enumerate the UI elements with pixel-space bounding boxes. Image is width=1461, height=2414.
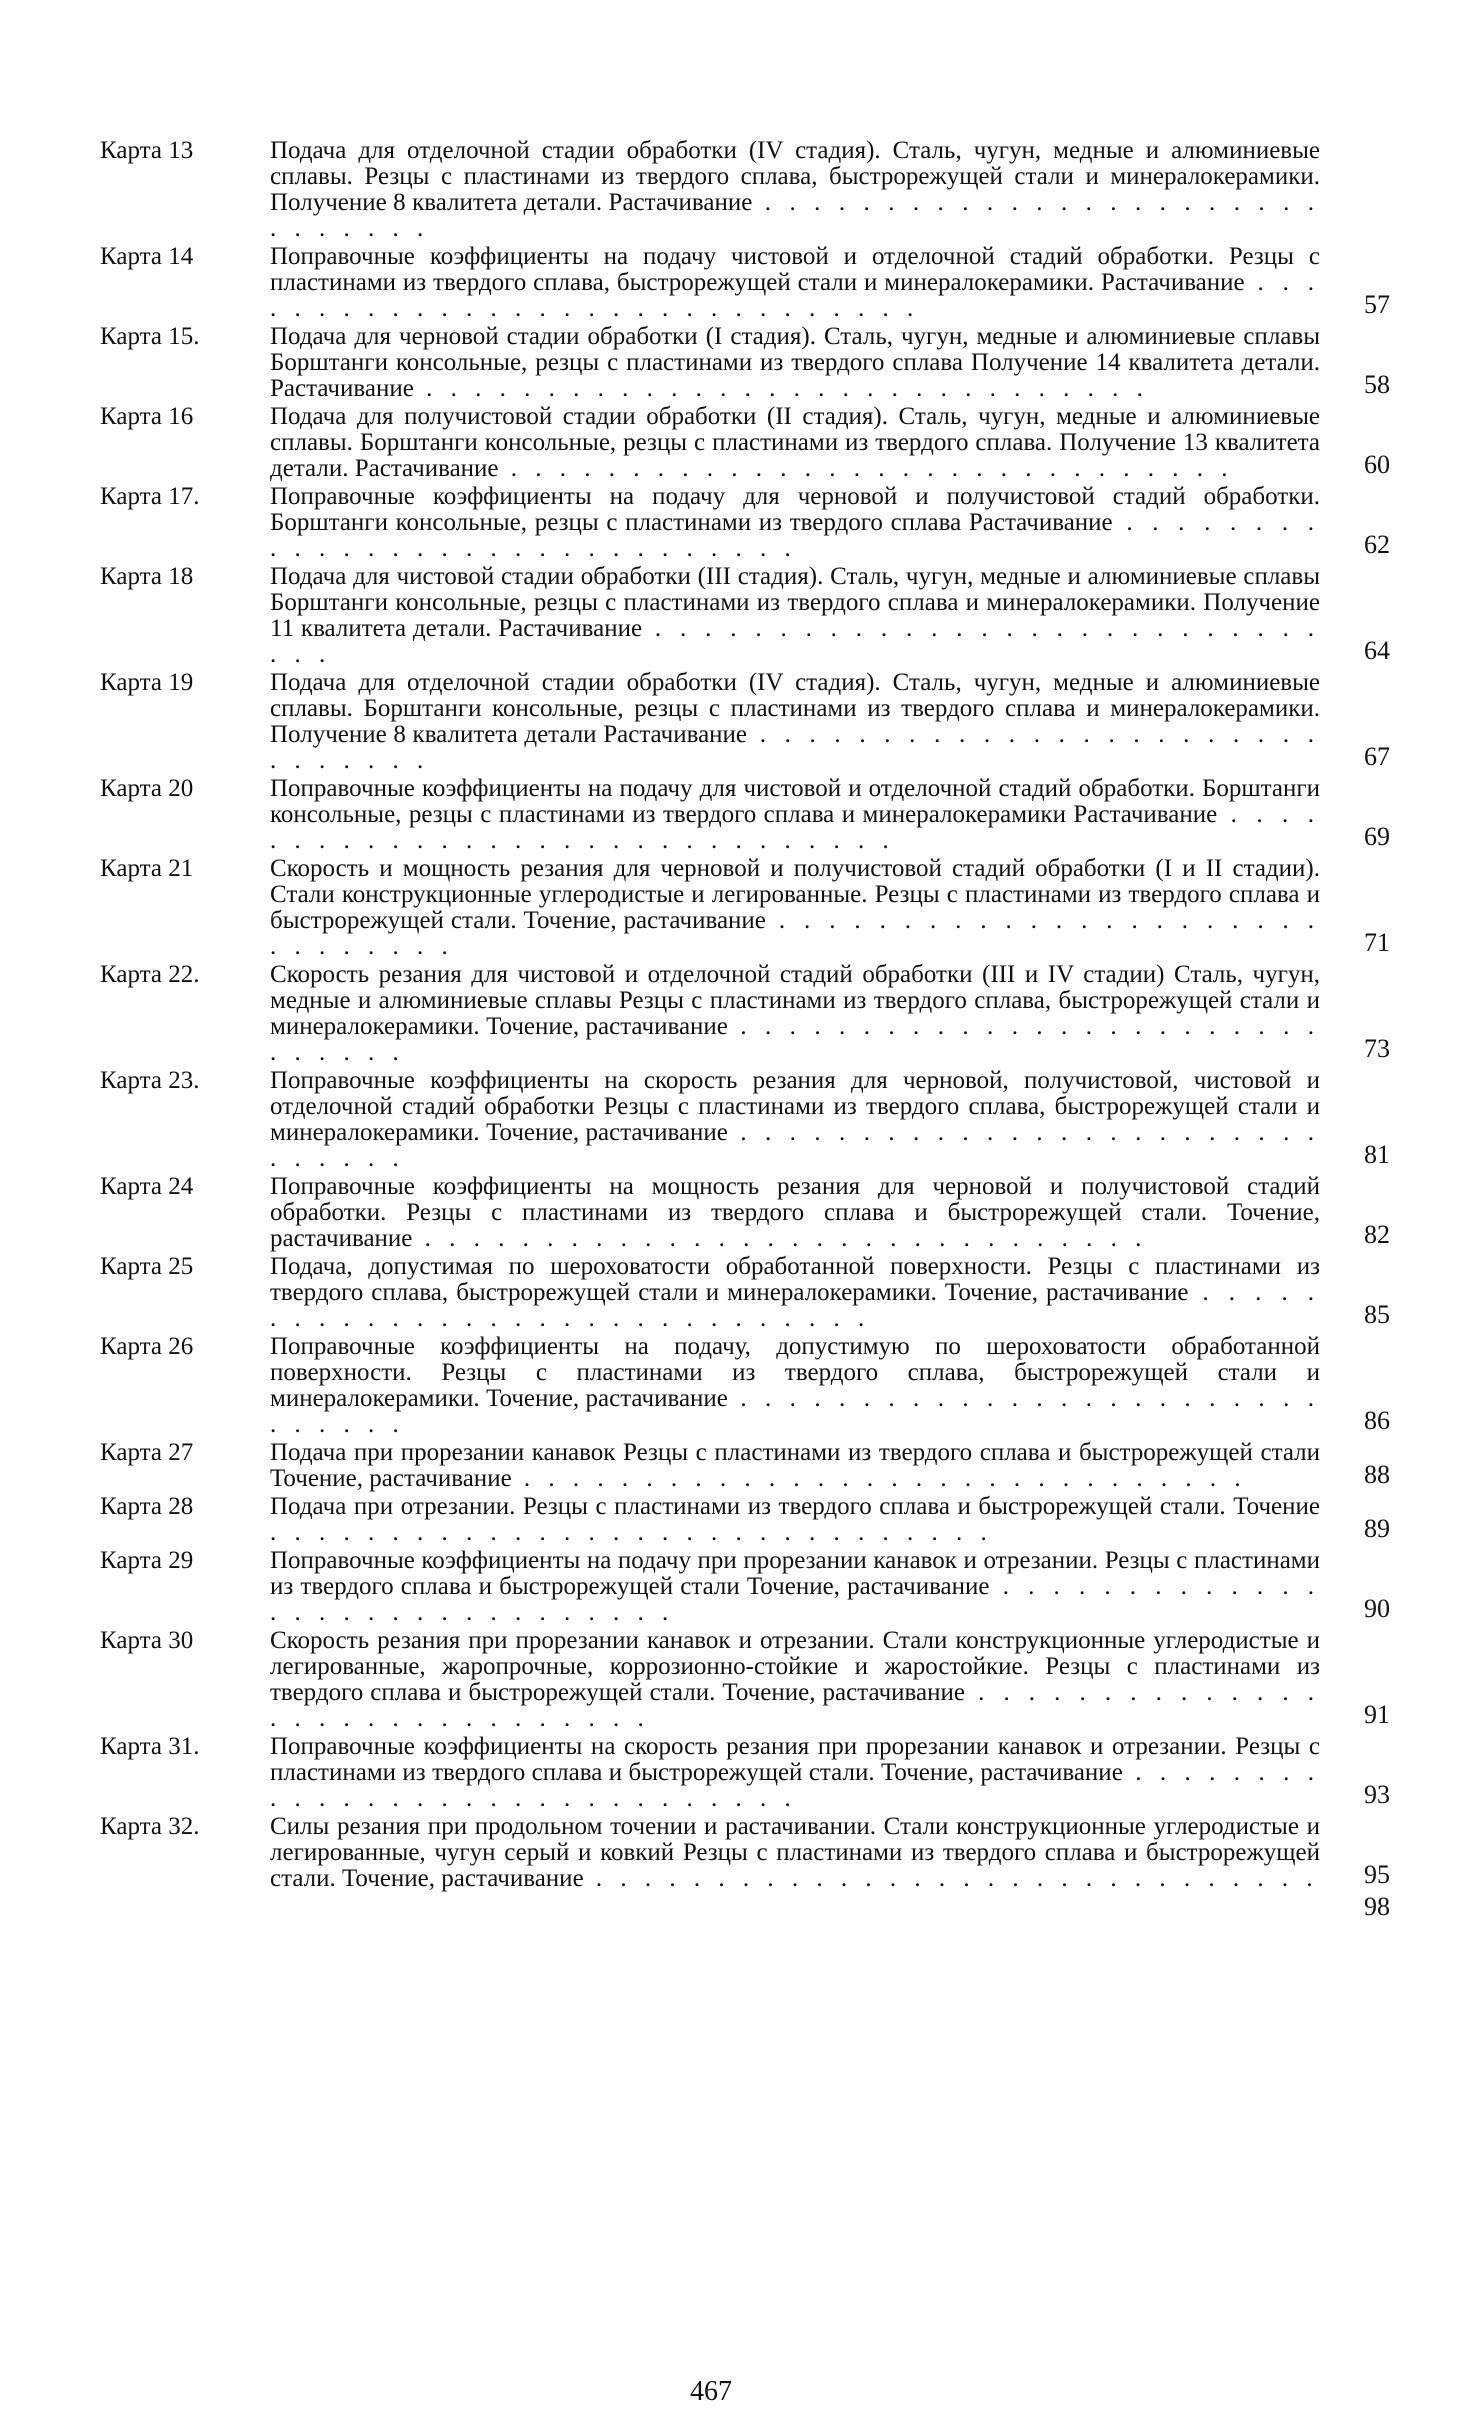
entry-text: Подача для отделочной стадии обработки (IV стадия). Сталь, чугун, медные и алюминиевые сплавы. Резцы с пластинами из твердого сплава, быстрорежущей стали и минералокерамики. Получение 8 квалитета детали. Растачивание . . . — [270, 138, 1320, 242]
toc-entry — [100, 776, 1400, 854]
entry-label: Карта 32. — [100, 1813, 200, 1840]
entry-page: 93 — [1364, 1780, 1390, 1809]
entry-label: Карта 13 — [100, 137, 194, 164]
entry-page: 98 — [1364, 1892, 1390, 1921]
entry-text: Скорость и мощность резания для черновой и получистовой стадий обработки (I и II стадии). Стали конструкционные углеродистые и легированные. Резцы с пластинами из твердого сплава и быстрорежущей стали. Точение, растачивание . . . — [270, 856, 1320, 960]
entry-label: Карта 15. — [100, 323, 200, 350]
entry-text: Скорость резания при прорезании канавок и отрезании. Стали конструкционные углеродистые и легированные, жаропрочные, коррозионно-стойкие и жаростойкие. Резцы с пластинами из твердого сплава и быстрорежущей стали. Точение, растачивание . . . — [270, 1628, 1320, 1732]
entry-page: 82 — [1364, 1220, 1390, 1249]
entry-text: Подача для чистовой стадии обработки (III стадия). Сталь, чугун, медные и алюминиевые сплавы Борштанги консольные, резцы с пластинами из твердого сплава и минералокерамики. Получение 11 квалитета детали. Растачивание . . . — [270, 564, 1320, 668]
entry-text: Подача, допустимая по шероховатости обработанной поверхности. Резцы с пластинами из твердого сплава, быстрорежущей стали и минералокерамики. Точение, растачивание . . . — [270, 1254, 1320, 1332]
entry-page: 95 — [1364, 1860, 1390, 1889]
entry-label: Карта 14 — [100, 243, 194, 270]
entry-page: 58 — [1364, 370, 1390, 399]
entry-page: 57 — [1364, 290, 1390, 319]
entry-page: 90 — [1364, 1594, 1390, 1623]
toc-entry — [100, 1440, 1400, 1492]
toc-entry — [100, 1334, 1400, 1438]
entry-text: Подача при прорезании канавок Резцы с пластинами из твердого сплава и быстрорежущей стали Точение, растачивание . . . — [270, 1440, 1320, 1492]
entry-page: 89 — [1364, 1514, 1390, 1543]
entry-text: Поправочные коэффициенты на подачу для черновой и получистовой стадий обработки. Борштанги консольные, резцы с пластинами из твердого сплава Растачивание . . . — [270, 484, 1320, 562]
entry-page: 62 — [1364, 530, 1390, 559]
entry-text: Поправочные коэффициенты на подачу, допустимую по шероховатости обработанной поверхности. Резцы с пластинами из твердого сплава, быстрорежущей стали и минералокерамики. Точение, растачивание . . . — [270, 1334, 1320, 1438]
entry-label: Карта 21 — [100, 855, 194, 882]
toc-entry — [100, 324, 1400, 402]
entry-text: Подача для получистовой стадии обработки (II стадия). Сталь, чугун, медные и алюминиевые сплавы. Борштанги консольные, резцы с пластинами из твердого сплава. Получение 13 квалитета детали. Растачивание . . . — [270, 404, 1320, 482]
entry-page: 88 — [1364, 1460, 1390, 1489]
entry-page: 69 — [1364, 822, 1390, 851]
toc-entry — [100, 1254, 1400, 1332]
entry-page: 64 — [1364, 636, 1390, 665]
toc-entry — [100, 670, 1400, 774]
entry-text: Подача при отрезании. Резцы с пластинами из твердого сплава и быстрорежущей стали. Точение . . . — [270, 1494, 1320, 1546]
entry-text: Силы резания при продольном точении и растачивании. Стали конструкционные углеродистые и легированные, чугун серый и ковкий Резцы с пластинами из твердого сплава и быстрорежущей стали. Точение, растачивание . . . — [270, 1814, 1320, 1892]
entry-label: Карта 29 — [100, 1547, 194, 1574]
entry-label: Карта 22. — [100, 961, 200, 988]
entry-label: Карта 30 — [100, 1627, 194, 1654]
table-of-contents — [100, 138, 1400, 1926]
toc-entry-last-page — [100, 1894, 1400, 1924]
entry-text: Поправочные коэффициенты на подачу для чистовой и отделочной стадий обработки. Борштанги консольные, резцы с пластинами из твердого сплава и минералокерамики Растачивание . . . — [270, 776, 1320, 854]
entry-page: 85 — [1364, 1300, 1390, 1329]
entry-label: Карта 25 — [100, 1253, 194, 1280]
toc-entry — [100, 962, 1400, 1066]
entry-page: 73 — [1364, 1034, 1390, 1063]
entry-page: 91 — [1364, 1700, 1390, 1729]
entry-label: Карта 23. — [100, 1067, 200, 1094]
entry-label: Карта 31. — [100, 1733, 200, 1760]
toc-entry — [100, 564, 1400, 668]
toc-entry — [100, 484, 1400, 562]
entry-label: Карта 20 — [100, 775, 194, 802]
entry-text: Поправочные коэффициенты на подачу чистовой и отделочной стадий обработки. Резцы с пластинами из твердого сплава, быстрорежущей стали и минералокерамики. Растачивание . . . — [270, 244, 1320, 322]
entry-label: Карта 27 — [100, 1439, 194, 1466]
entry-text: Поправочные коэффициенты на скорость резания при прорезании канавок и отрезании. Резцы с пластинами из твердого сплава и быстрорежущей стали. Точение, растачивание . . . — [270, 1734, 1320, 1812]
entry-page: 60 — [1364, 450, 1390, 479]
toc-entry — [100, 1174, 1400, 1252]
toc-entry — [100, 404, 1400, 482]
toc-entry — [100, 1628, 1400, 1732]
entry-label: Карта 26 — [100, 1333, 194, 1360]
entry-page: 71 — [1364, 928, 1390, 957]
entry-label: Карта 17. — [100, 483, 200, 510]
toc-entry — [100, 244, 1400, 322]
entry-text: Поправочные коэффициенты на мощность резания для черновой и получистовой стадий обработки. Резцы с пластинами из твердого сплава и быстрорежущей стали. Точение, растачивание . . . — [270, 1174, 1320, 1252]
entry-label: Карта 28 — [100, 1493, 194, 1520]
toc-entry — [100, 1068, 1400, 1172]
toc-entry — [100, 1548, 1400, 1626]
entry-text: Подача для отделочной стадии обработки (IV стадия). Сталь, чугун, медные и алюминиевые сплавы. Борштанги консольные, резцы с пластинами из твердого сплава и минералокерамики. Получение 8 квалитета детали Растачивание . . . — [270, 670, 1320, 774]
toc-entry — [100, 1494, 1400, 1546]
page-number: 467 — [690, 2376, 732, 2407]
entry-page: 86 — [1364, 1406, 1390, 1435]
entry-text: Подача для черновой стадии обработки (I стадия). Сталь, чугун, медные и алюминиевые сплавы Борштанги консольные, резцы с пластинами из твердого сплава Получение 14 квалитета детали. Растачивание . . . — [270, 324, 1320, 402]
toc-entry — [100, 1734, 1400, 1812]
toc-entry — [100, 856, 1400, 960]
entry-label: Карта 18 — [100, 563, 194, 590]
toc-entry — [100, 138, 1400, 242]
entry-text: Поправочные коэффициенты на подачу при прорезании канавок и отрезании. Резцы с пластинами из твердого сплава и быстрорежущей стали Точение, растачивание . . . — [270, 1548, 1320, 1626]
entry-text: Скорость резания для чистовой и отделочной стадий обработки (III и IV стадии) Сталь, чугун, медные и алюминиевые сплавы Резцы с пластинами из твердого сплава, быстрорежущей стали и минералокерамики. Точение, растачивание . . . — [270, 962, 1320, 1066]
toc-entry — [100, 1814, 1400, 1892]
entry-label: Карта 24 — [100, 1173, 194, 1200]
entry-label: Карта 16 — [100, 403, 194, 430]
entry-page: 81 — [1364, 1140, 1390, 1169]
entry-text: Поправочные коэффициенты на скорость резания для черновой, получистовой, чистовой и отделочной стадий обработки Резцы с пластинами из твердого сплава, быстрорежущей стали и минералокерамики. Точение, растачивание . . . — [270, 1068, 1320, 1172]
entry-page: 67 — [1364, 742, 1390, 771]
entry-label: Карта 19 — [100, 669, 194, 696]
